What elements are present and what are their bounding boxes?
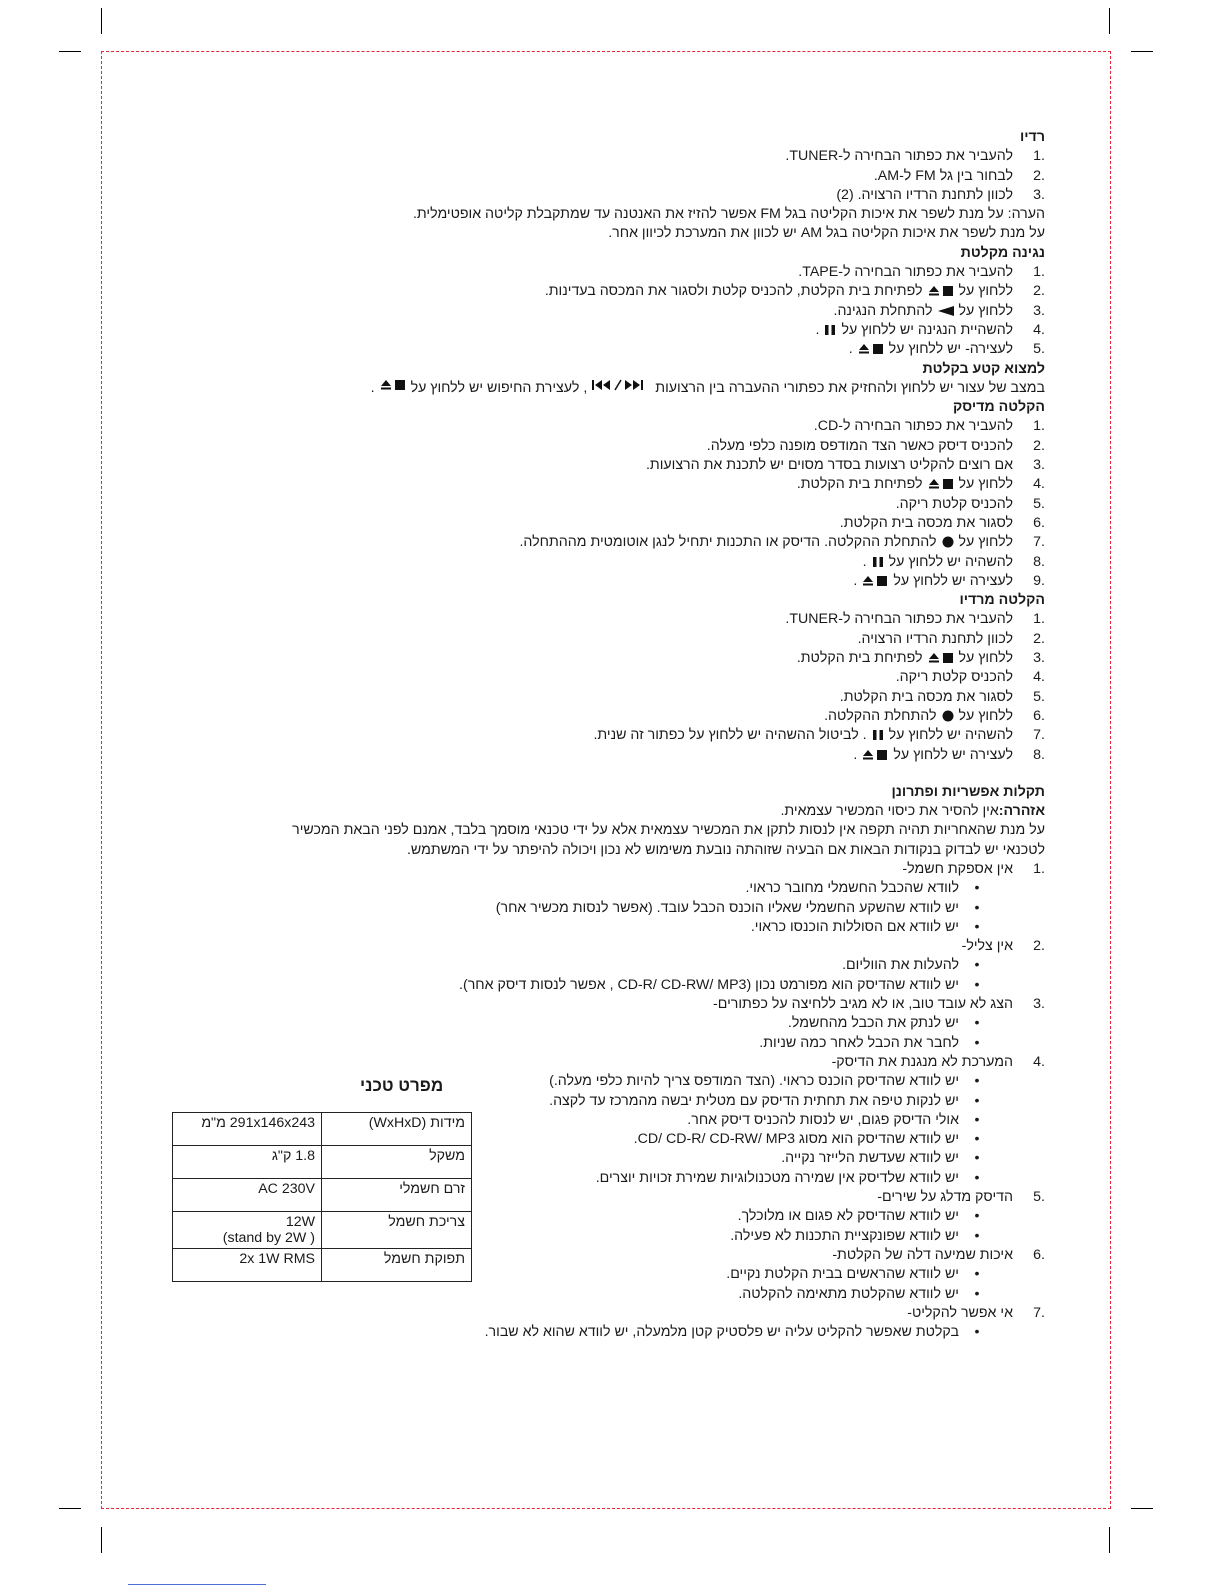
step-number: 4. bbox=[1033, 669, 1045, 686]
bullet-text: אולי הדיסק פגום, יש לנסות להכניס דיסק אחר. bbox=[687, 1111, 959, 1128]
bullet-dot-icon: • bbox=[974, 1111, 980, 1128]
step-number: 5. bbox=[1033, 688, 1045, 705]
step-text-a: ללחוץ על bbox=[958, 283, 1013, 300]
step-number: 8. bbox=[1033, 746, 1045, 763]
spec-value-text: 1.8 ק"ג bbox=[271, 1148, 315, 1164]
search-instruction bbox=[225, 379, 1045, 398]
step-number: 1. bbox=[1033, 264, 1045, 281]
step-text: להעביר את כפתור הבחירה ל-TUNER. bbox=[785, 611, 1013, 628]
step-text bbox=[853, 572, 1013, 591]
pause-icon bbox=[871, 729, 885, 741]
bullet-dot-icon: • bbox=[974, 880, 980, 897]
step-text-a: ללחוץ על bbox=[958, 476, 1013, 493]
numbered-step bbox=[225, 147, 1045, 166]
spec-value bbox=[173, 1249, 322, 1282]
step-text bbox=[863, 553, 1013, 572]
eject-stop-icon bbox=[861, 749, 889, 761]
eject-stop-icon bbox=[927, 652, 955, 664]
step-text bbox=[593, 726, 1013, 745]
step-text: לסגור את מכסה בית הקלטת. bbox=[839, 514, 1013, 531]
step-number: 6. bbox=[1033, 707, 1045, 724]
eject-stop-icon bbox=[861, 575, 889, 587]
spec-value bbox=[173, 1212, 322, 1249]
step-text-b: להתחלת ההקלטה. הדיסק או התכנות יתחיל לנגן אוטומטית מההתחלה. bbox=[519, 534, 937, 551]
numbered-step bbox=[225, 340, 1045, 359]
bullet-dot-icon: • bbox=[974, 918, 980, 935]
bullet-item bbox=[225, 976, 1045, 995]
trouble-item bbox=[225, 1053, 1045, 1072]
bullet-dot-icon: • bbox=[974, 1169, 980, 1186]
step-text bbox=[816, 321, 1014, 340]
step-text: להכניס קלטת ריקה. bbox=[895, 495, 1013, 512]
section-gap bbox=[225, 765, 1045, 783]
numbered-step bbox=[225, 321, 1045, 340]
step-number: 5. bbox=[1033, 341, 1045, 358]
spec-row bbox=[173, 1179, 472, 1212]
step-number: 9. bbox=[1033, 572, 1045, 589]
bullet-text: יש לוודא שהדיסק לא פגום או מלוכלך. bbox=[737, 1208, 959, 1225]
spec-value-text: 2x 1W RMS bbox=[239, 1251, 315, 1267]
spec-key: תפוקת חשמל bbox=[322, 1249, 472, 1282]
spec-key: מידות (WxHxD) bbox=[322, 1113, 472, 1146]
intro-line: לטכנאי יש לבדוק בנקודות הבאות אם הבעיה שזוהתה נובעת משימוש לא נכון ויכולה להיפתר על ידי המשתמש. bbox=[406, 841, 1045, 858]
step-text-a: ללחוץ על bbox=[958, 302, 1013, 319]
step-text-b: . לביטול ההשהיה יש ללחוץ על כפתור זה שנית. bbox=[593, 727, 867, 744]
spec-row bbox=[173, 1113, 472, 1146]
item-number: 6. bbox=[1033, 1246, 1045, 1263]
bullet-text: להעלות את הווליום. bbox=[842, 957, 959, 974]
bullet-text: יש לוודא שהשקע החשמלי שאליו הוכנס הכבל עובד. (אפשר לנסות מכשיר אחר) bbox=[495, 899, 959, 916]
trouble-item bbox=[225, 995, 1045, 1014]
bullet-text: יש לוודא שפונקציית התכנות לא פעילה. bbox=[730, 1227, 959, 1244]
step-number: 1. bbox=[1033, 611, 1045, 628]
step-number: 3. bbox=[1033, 302, 1045, 319]
spec-value bbox=[173, 1146, 322, 1179]
spec-key: משקל bbox=[322, 1146, 472, 1179]
spec-row bbox=[173, 1212, 472, 1249]
numbered-step bbox=[225, 553, 1045, 572]
item-number: 1. bbox=[1033, 860, 1045, 877]
step-text-b: . bbox=[815, 321, 820, 338]
step-text-a: לעצירה- יש ללחוץ על bbox=[888, 341, 1013, 358]
item-title: אין אספקת חשמל- bbox=[902, 860, 1013, 877]
step-text-a: להשהיית הנגינה יש ללחוץ על bbox=[841, 321, 1013, 338]
trouble-item bbox=[225, 860, 1045, 879]
step-text: לכוון לתחנת הרדיו הרצויה. (2) bbox=[836, 186, 1013, 203]
step-text-b: . bbox=[848, 341, 853, 358]
step-number: 7. bbox=[1033, 534, 1045, 551]
crop-mark bbox=[1109, 1527, 1110, 1553]
spec-table bbox=[172, 1112, 472, 1282]
step-number: 2. bbox=[1033, 630, 1045, 647]
step-text-b: להתחלת הנגינה. bbox=[833, 302, 933, 319]
spec-key: צריכת חשמל bbox=[322, 1212, 472, 1249]
bullet-text: יש לנתק את הכבל מהחשמל. bbox=[787, 1015, 959, 1032]
numbered-step bbox=[225, 263, 1045, 282]
bullet-item bbox=[225, 1014, 1045, 1033]
step-text: לסגור את מכסה בית הקלטת. bbox=[839, 688, 1013, 705]
item-title: המערכת לא מנגנת את הדיסק- bbox=[831, 1053, 1013, 1070]
crop-mark bbox=[101, 8, 102, 34]
numbered-step bbox=[225, 746, 1045, 765]
step-number: 3. bbox=[1033, 650, 1045, 667]
step-text-b: לפתיחת בית הקלטת, להכניס קלטת ולסגור את המכסה בעדינות. bbox=[544, 283, 923, 300]
numbered-step bbox=[225, 649, 1045, 668]
crop-mark bbox=[1109, 8, 1110, 34]
step-text: לבחור בין גל FM ל-AM. bbox=[873, 167, 1013, 184]
warning-line bbox=[225, 802, 1045, 821]
step-number: 8. bbox=[1033, 553, 1045, 570]
search-text-c: . bbox=[370, 379, 375, 396]
spec-value bbox=[173, 1179, 322, 1212]
step-text: להעביר את כפתור הבחירה ל-TAPE. bbox=[798, 264, 1013, 281]
play-reverse-icon bbox=[937, 305, 955, 317]
trouble-item bbox=[225, 937, 1045, 956]
numbered-step bbox=[225, 668, 1045, 687]
item-title: אין צליל- bbox=[961, 938, 1013, 955]
step-text-b: . bbox=[853, 746, 858, 763]
bullet-item bbox=[225, 1072, 1045, 1091]
step-text bbox=[853, 746, 1013, 765]
crop-mark bbox=[59, 1508, 81, 1509]
bullet-dot-icon: • bbox=[974, 899, 980, 916]
bullet-text: יש לוודא שעדשת הלייזר נקייה. bbox=[781, 1150, 959, 1167]
step-text-a: ללחוץ על bbox=[958, 534, 1013, 551]
item-title: הדיסק מדלג על שירים- bbox=[877, 1189, 1013, 1206]
item-number: 5. bbox=[1033, 1189, 1045, 1206]
step-text: להכניס קלטת ריקה. bbox=[895, 669, 1013, 686]
spec-value-text: 291x146x243 מ"מ bbox=[201, 1115, 315, 1131]
step-text-a: להשהיה יש ללחוץ על bbox=[888, 553, 1013, 570]
bullet-text: יש לנקות טיפה את תחתית הדיסק עם מטלית יבשה מהמרכז עד לקצה. bbox=[549, 1092, 959, 1109]
numbered-step bbox=[225, 302, 1045, 321]
eject-stop-icon bbox=[857, 343, 885, 355]
bullet-item bbox=[225, 1034, 1045, 1053]
spec-title: מפרט טכני bbox=[360, 1076, 444, 1095]
bullet-item bbox=[225, 899, 1045, 918]
numbered-step bbox=[225, 282, 1045, 301]
numbered-step bbox=[225, 456, 1045, 475]
numbered-step bbox=[225, 417, 1045, 436]
item-title: הצג לא עובד טוב, או לא מגיב ללחיצה על כפתורים- bbox=[713, 996, 1013, 1013]
bullet-dot-icon: • bbox=[974, 1266, 980, 1283]
step-text bbox=[545, 282, 1013, 301]
note-line: הערה: על מנת לשפר את איכות הקליטה בגל FM אפשר להזיז את האנטנה עד שמתקבלת קליטה אופטימלית. bbox=[412, 206, 1045, 223]
step-text-a: ללחוץ על bbox=[958, 707, 1013, 724]
bullet-dot-icon: • bbox=[974, 957, 980, 974]
bullet-text: יש לוודא שהראשים בבית הקלטת נקיים. bbox=[726, 1266, 959, 1283]
record-icon bbox=[941, 710, 955, 722]
search-text-b: , לעצירת החיפוש יש ללחוץ על bbox=[410, 379, 588, 396]
bullet-text: לוודא שהכבל החשמלי מחובר כראוי. bbox=[745, 880, 959, 897]
numbered-step bbox=[225, 437, 1045, 456]
section-heading: תקלות אפשריות ופתרונן bbox=[891, 783, 1045, 800]
numbered-step bbox=[225, 533, 1045, 552]
bullet-text: יש לוודא שהדיסק הוא מפורמט נכון (CD-R/ CD-RW/ MP3 , אפשר לנסות דיסק אחר). bbox=[459, 976, 959, 993]
bullet-item bbox=[225, 879, 1045, 898]
bullet-dot-icon: • bbox=[974, 1034, 980, 1051]
item-title: איכות שמיעה דלה של הקלטת- bbox=[832, 1246, 1013, 1263]
intro-line: על מנת שהאחריות תהיה תקפה אין לנסות לתקן את המכשיר עצמאית אלא על ידי טכנאי מוסמך בלבד, אמנם לפני הבאת המכשיר bbox=[292, 822, 1045, 839]
step-number: 2. bbox=[1033, 283, 1045, 300]
step-number: 3. bbox=[1033, 186, 1045, 203]
item-number: 3. bbox=[1033, 996, 1045, 1013]
numbered-step bbox=[225, 726, 1045, 745]
numbered-step bbox=[225, 610, 1045, 629]
crop-mark bbox=[1131, 1508, 1153, 1509]
crop-mark bbox=[101, 1527, 102, 1553]
bullet-item bbox=[225, 956, 1045, 975]
item-title: אי אפשר להקליט- bbox=[907, 1304, 1013, 1321]
step-number: 3. bbox=[1033, 457, 1045, 474]
pause-icon bbox=[823, 324, 837, 336]
numbered-step bbox=[225, 514, 1045, 533]
numbered-step bbox=[225, 186, 1045, 205]
spec-key: זרם חשמלי bbox=[322, 1179, 472, 1212]
numbered-step bbox=[225, 688, 1045, 707]
section-heading: למצוא קטע בקלטת bbox=[922, 360, 1045, 377]
step-text-a: להשהיה יש ללחוץ על bbox=[888, 727, 1013, 744]
bullet-item bbox=[225, 1092, 1045, 1111]
bullet-dot-icon: • bbox=[974, 1092, 980, 1109]
step-text-b: . bbox=[853, 572, 858, 589]
record-icon bbox=[941, 536, 955, 548]
step-number: 6. bbox=[1033, 514, 1045, 531]
section-heading: נגינה מקלטת bbox=[960, 244, 1045, 261]
bullet-text: יש לוודא שלדיסק אין שמירה מטכנולוגיות שמירת זכויות יוצרים. bbox=[595, 1169, 959, 1186]
bullet-text: בקלטת שאפשר להקליט עליה יש פלסטיק קטן מלמעלה, יש לוודא שהוא לא שבור. bbox=[484, 1324, 959, 1341]
bullet-dot-icon: • bbox=[974, 1285, 980, 1302]
numbered-step bbox=[225, 572, 1045, 591]
step-number: 7. bbox=[1033, 727, 1045, 744]
bullet-text: יש לוודא שהדיסק הוכנס כראוי. (הצד המודפס צריך להיות כלפי מעלה.) bbox=[549, 1073, 959, 1090]
step-number: 4. bbox=[1033, 321, 1045, 338]
trouble-item bbox=[225, 1304, 1045, 1323]
section-heading: הקלטה מרדיו bbox=[959, 592, 1045, 609]
step-text bbox=[824, 707, 1013, 726]
skip-back-forward-icon bbox=[591, 379, 651, 391]
spec-value-extra: ( stand by 2W) bbox=[222, 1230, 315, 1246]
bullet-dot-icon: • bbox=[974, 976, 980, 993]
step-text bbox=[519, 533, 1013, 552]
spec-value-text: AC 230V bbox=[258, 1181, 315, 1197]
crop-mark bbox=[59, 51, 81, 52]
item-number: 4. bbox=[1033, 1053, 1045, 1070]
bullet-dot-icon: • bbox=[974, 1227, 980, 1244]
step-text: להעביר את כפתור הבחירה ל-TUNER. bbox=[785, 148, 1013, 165]
eject-stop-icon bbox=[927, 285, 955, 297]
bullet-dot-icon: • bbox=[974, 1208, 980, 1225]
step-text bbox=[849, 340, 1013, 359]
bullet-dot-icon: • bbox=[974, 1150, 980, 1167]
bullet-item bbox=[225, 918, 1045, 937]
section-heading: הקלטה מדיסק bbox=[952, 399, 1045, 416]
step-text-b: להתחלת ההקלטה. bbox=[824, 707, 937, 724]
step-text: לכוון לתחנת הרדיו הרצויה. bbox=[857, 630, 1013, 647]
eject-stop-icon bbox=[379, 379, 407, 391]
eject-stop-icon bbox=[927, 478, 955, 490]
bullet-text: לחבר את הכבל לאחר כמה שניות. bbox=[759, 1034, 959, 1051]
pause-icon bbox=[871, 556, 885, 568]
item-number: 2. bbox=[1033, 938, 1045, 955]
note-line: על מנת לשפר את איכות הקליטה בגל AM יש לכוון את המערכת לכיוון אחר. bbox=[608, 225, 1045, 242]
step-text: להעביר את כפתור הבחירה ל-CD. bbox=[813, 418, 1013, 435]
step-number: 1. bbox=[1033, 418, 1045, 435]
bullet-dot-icon: • bbox=[974, 1015, 980, 1032]
section-heading: רדיו bbox=[1020, 129, 1045, 145]
bullet-dot-icon: • bbox=[974, 1131, 980, 1148]
step-number: 2. bbox=[1033, 437, 1045, 454]
crop-mark bbox=[1131, 51, 1153, 52]
step-text bbox=[797, 649, 1013, 668]
step-text-a: לעצירה יש ללחוץ על bbox=[893, 746, 1013, 763]
numbered-step bbox=[225, 167, 1045, 186]
numbered-step bbox=[225, 630, 1045, 649]
spec-value-text: 12W bbox=[285, 1214, 315, 1230]
step-text bbox=[797, 475, 1013, 494]
step-number: 1. bbox=[1033, 148, 1045, 165]
spec-row bbox=[173, 1249, 472, 1282]
bullet-item bbox=[225, 1285, 1045, 1304]
step-number: 4. bbox=[1033, 476, 1045, 493]
item-number: 7. bbox=[1033, 1304, 1045, 1321]
bullet-dot-icon: • bbox=[974, 1324, 980, 1341]
step-text-b: לפתיחת בית הקלטת. bbox=[796, 476, 923, 493]
step-number: 5. bbox=[1033, 495, 1045, 512]
bullet-text: יש לוודא שהדיסק הוא מסוג CD/ CD-R/ CD-RW/ MP3. bbox=[633, 1131, 959, 1148]
step-text-a: ללחוץ על bbox=[958, 650, 1013, 667]
step-text-a: לעצירה יש ללחוץ על bbox=[893, 572, 1013, 589]
step-text: אם רוצים להקליט רצועות בסדר מסוים יש לתכנת את הרצועות. bbox=[645, 457, 1013, 474]
step-text: להכניס דיסק כאשר הצד המודפס מופנה כלפי מעלה. bbox=[706, 437, 1013, 454]
bullet-text: יש לוודא אם הסוללות הוכנסו כראוי. bbox=[750, 918, 959, 935]
bullet-item bbox=[225, 1323, 1045, 1342]
step-text-b: לפתיחת בית הקלטת. bbox=[796, 650, 923, 667]
step-number: 2. bbox=[1033, 167, 1045, 184]
warning-text: אין להסיר את כיסוי המכשיר עצמאית. bbox=[780, 803, 999, 820]
search-text-a: במצב של עצור יש ללחוץ ולהחזיק את כפתורי ההעברה בין הרצועות bbox=[655, 379, 1045, 396]
step-text-b: . bbox=[862, 553, 867, 570]
numbered-step bbox=[225, 707, 1045, 726]
numbered-step bbox=[225, 495, 1045, 514]
step-text bbox=[834, 302, 1014, 321]
bullet-text: יש לוודא שהקלטת מתאימה להקלטה. bbox=[738, 1285, 959, 1302]
bullet-dot-icon: • bbox=[974, 1073, 980, 1090]
warning-label: אזהרה: bbox=[998, 803, 1045, 820]
numbered-step bbox=[225, 475, 1045, 494]
spec-value bbox=[173, 1113, 322, 1146]
spec-row bbox=[173, 1146, 472, 1179]
